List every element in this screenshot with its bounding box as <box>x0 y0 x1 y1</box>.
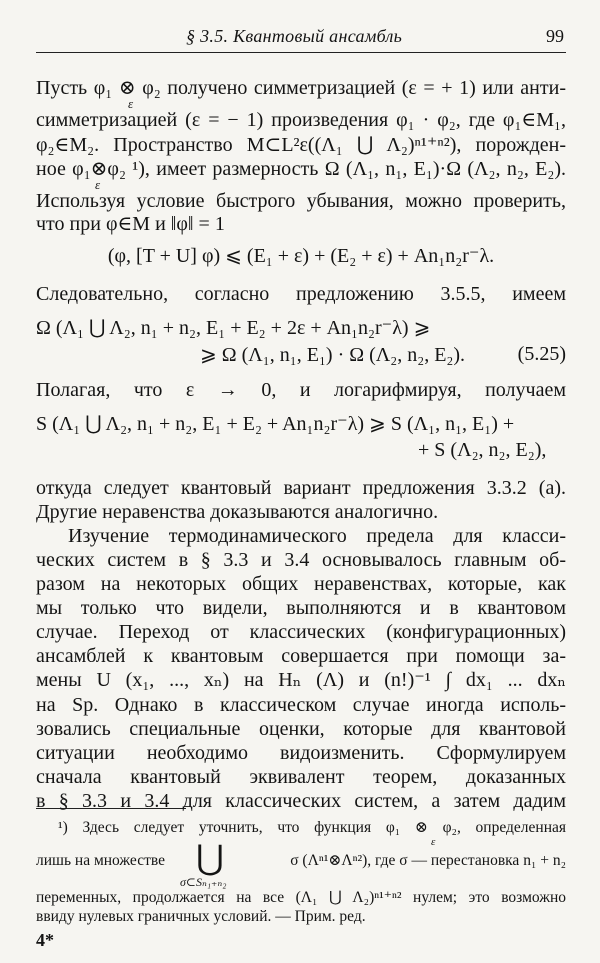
page-number: 99 <box>546 26 564 46</box>
signature-mark: 4* <box>36 930 54 950</box>
paragraph-taking-limit: Полагая, что ε → 0, и логарифмируя, получаем <box>36 379 566 401</box>
paragraph-main-line-2: ческих систем в § 3.3 и 3.4 основывалось главным об- <box>36 549 566 571</box>
paragraph-main-line-5: случае. Переход от классических (конфигурационных) <box>36 621 566 643</box>
equation-entropy-line-2: + S (Λ₂, n₂, E₂), <box>418 439 547 461</box>
footnote-line-2-left: лишь на множестве <box>36 852 165 869</box>
paragraph-conclusion-line-2: Другие неравенства доказываются аналогично. <box>36 501 439 523</box>
paragraph-main-line-11: сначала квантовый эквивалент теорем, доказанных <box>36 766 566 788</box>
body-line-5: Используя условие быстрого убывания, можно проверить, <box>36 190 566 212</box>
paragraph-main-line-9: зовались специальные оценки, которые для квантовой <box>36 718 566 740</box>
paragraph-main-line-6: ансамблей к квантовым совершается при помощи за- <box>36 645 566 667</box>
paragraph-main-line-10: ситуации необходимо видоизменить. Сформулируем <box>36 742 566 764</box>
paragraph-consequence: Следовательно, согласно предложению 3.5.5, имеем <box>36 283 566 305</box>
paragraph-conclusion-line-1: откуда следует квантовый вариант предложения 3.3.2 (a). <box>36 477 566 499</box>
union-subscript: σ⊂Sₙ₁₊ₙ₂ <box>180 875 227 889</box>
paragraph-main-line-1: Изучение термодинамического предела для класси- <box>68 525 566 547</box>
paragraph-main-line-4: мы только что видели, выполняются и в квантовом <box>36 597 566 619</box>
footnote-line-2-right: σ (Λⁿ¹⊗Λⁿ²), где σ — перестановка n₁ + n₂ <box>290 852 566 869</box>
paragraph-main-line-12: в § 3.3 и 3.4 для классических систем, а затем дадим <box>36 790 566 812</box>
footnote-line-1: ¹) Здесь следует уточнить, что функция φ₁ ⊗ φ₂, определенная <box>58 819 566 836</box>
page-header <box>36 26 566 50</box>
header-rule <box>36 52 566 53</box>
footnote-epsilon: ε <box>431 836 436 848</box>
equation-energy-bound: (φ, [T + U] φ) ⩽ (E₁ + ε) + (E₂ + ε) + An₁n₂r⁻λ. <box>107 245 495 267</box>
big-union-symbol: ⋃ <box>196 840 224 877</box>
epsilon-subscript-2: ε <box>95 177 101 192</box>
equation-number: (5.25) <box>517 343 566 365</box>
equation-5-25-line-2: ⩾ Ω (Λ₁, n₁, E₁) · Ω (Λ₂, n₂, E₂). <box>200 344 466 366</box>
footnote-line-4: ввиду нулевых граничных условий. — Прим. ред. <box>36 908 366 925</box>
equation-5-25-line-1: Ω (Λ₁ ⋃ Λ₂, n₁ + n₂, E₁ + E₂ + 2ε + An₁n₂r⁻λ) ⩾ <box>36 317 431 339</box>
running-title: § 3.5. Квантовый ансамбль <box>186 26 403 46</box>
body-line-6: что при φ∈M и ‖φ‖ = 1 <box>36 213 225 235</box>
footnote-line-3: переменных, продолжается на все (Λ₁ ⋃ Λ₂)ⁿ¹⁺ⁿ² нулем; это возможно <box>36 889 566 906</box>
paragraph-main-line-7: мены U (x₁, ..., xₙ) на Hₙ (Λ) и (n!)⁻¹ ∫ dx₁ ... dxₙ <box>36 669 566 691</box>
epsilon-subscript-1: ε <box>128 96 134 111</box>
body-line-1: Пусть φ₁ ⊗ φ₂ получено симметризацией (ε = + 1) или анти- <box>36 77 566 99</box>
equation-entropy-line-1: S (Λ₁ ⋃ Λ₂, n₁ + n₂, E₁ + E₂ + An₁n₂r⁻λ) ⩾ S (Λ₁, n₁, E₁) + <box>36 413 515 435</box>
body-line-2: симметризацией (ε = − 1) произведения φ₁ · φ₂, где φ₁∈M₁, <box>36 109 566 131</box>
paragraph-main-line-3: разом на некоторых общих неравенствах, которые, как <box>36 573 566 595</box>
body-line-4: ное φ₁⊗φ₂ ¹), имеет размерность Ω (Λ₁, n₁, E₁)·Ω (Λ₂, n₂, E₂). <box>36 158 566 180</box>
body-line-3: φ₂∈M₂. Пространство M⊂L²ε((Λ₁ ⋃ Λ₂)ⁿ¹⁺ⁿ²), порожден- <box>36 134 566 156</box>
paragraph-main-line-8: на Sp. Однако в классическом случае иногда исполь- <box>36 694 566 716</box>
